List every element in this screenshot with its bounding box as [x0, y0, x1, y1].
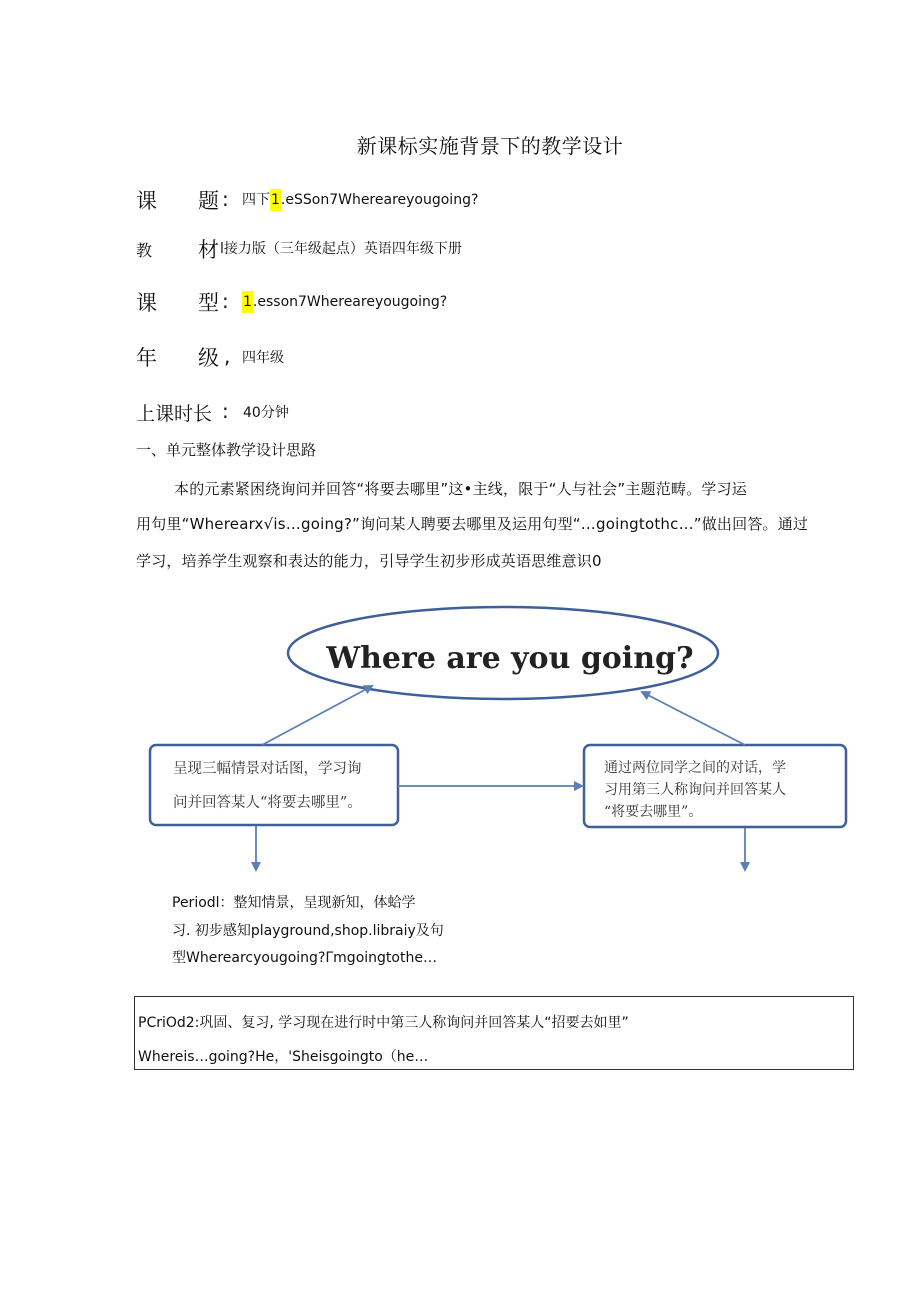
period2-line-2: Whereis…going?He，'Sheisgoingto（he…	[138, 1049, 429, 1065]
left-box-line-2: 问并回答某人“将要去哪里”。	[173, 795, 362, 811]
period2-line-1: PCriOd2:巩固、复习, 学习现在进行时中第三人称询问并回答某人“招要去如里”	[138, 1015, 629, 1031]
paragraph-line-3: 学习，培养学生观察和表达的能力，引导学生初步形成英语思维意识0	[136, 552, 602, 570]
paragraph-line-2: 用句里“Wherearx√is…going?”询问某人聘要去哪里及运用句型“…goingtothc…”做出回答。通过	[136, 515, 809, 533]
material-label-b: 材	[198, 238, 219, 262]
type-highlight: 1	[242, 291, 253, 313]
period1-line-1: Periodl：整知情景，呈现新知，体蛤学	[172, 895, 416, 911]
right-box-line-1: 通过两位同学之间的对话，学	[604, 760, 786, 776]
material-value: l接力版（三年级起点）英语四年级下册	[220, 241, 462, 257]
period1-line-3: 型Wherearcyougoing?Γmgoingtothe…	[172, 950, 437, 966]
left-box-line-1: 呈现三幅情景对话图，学习询	[173, 761, 362, 777]
period1-line-2: 习. 初步感知playground,shop.libraiy及句	[172, 923, 444, 939]
topic-label-b: 题	[198, 189, 219, 213]
page-title: 新课标实施背景下的教学设计	[356, 134, 624, 158]
left-box	[150, 745, 398, 825]
section-heading: 一、单元整体教学设计思路	[136, 441, 317, 459]
topic-value-prefix: 四下	[242, 192, 270, 208]
grade-sep: ,	[224, 344, 231, 368]
period2-box	[134, 996, 854, 1070]
right-box-line-3: “将要去哪里”。	[604, 804, 703, 820]
topic-colon: :	[222, 187, 229, 211]
grade-label-b: 级	[198, 346, 219, 370]
topic-value-rest: .eSSon7Whereareyougoing?	[280, 192, 479, 208]
duration-value: 40分钟	[243, 405, 289, 421]
type-value	[242, 291, 447, 313]
flow-diagram	[0, 590, 920, 890]
type-colon: :	[222, 289, 229, 313]
arrow-left-to-center	[262, 686, 372, 745]
center-text: Where are you going?	[326, 641, 694, 676]
type-label-a: 课	[136, 291, 157, 315]
duration-colon: :	[222, 399, 229, 423]
grade-label-a: 年	[136, 346, 157, 370]
right-box-line-2: 习用第三人称询问并回答某人	[604, 782, 786, 798]
type-label-b: 型	[198, 291, 219, 315]
type-value-rest: .esson7Whereareyougoing?	[252, 294, 448, 310]
topic-label-a: 课	[136, 189, 157, 213]
material-label-a: 教	[136, 241, 153, 260]
arrow-right-to-center	[642, 692, 745, 745]
duration-label: 上课时长	[136, 403, 213, 425]
paragraph-line-1: 本的元素紧困绕询问并回答“将要去哪里”这•主线，限于“人与社会”主题范畴。学习运	[174, 480, 747, 498]
topic-value	[242, 189, 478, 211]
topic-highlight: 1	[270, 189, 281, 211]
grade-value: 四年级	[242, 350, 284, 366]
